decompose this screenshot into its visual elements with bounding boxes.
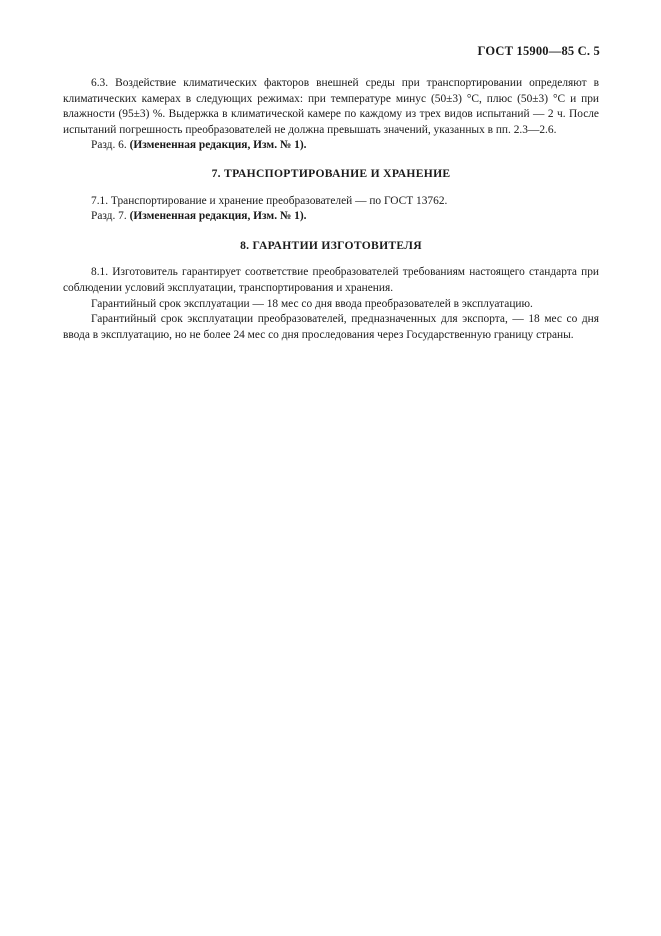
note-prefix: Разд. 6. [91, 139, 130, 152]
amendment-note-section-6 [63, 138, 599, 154]
running-title: ГОСТ 15900—85 С. 5 [477, 44, 600, 58]
note-prefix: Разд. 7. [91, 210, 130, 223]
note-bold: (Измененная редакция, Изм. № 1). [129, 139, 307, 152]
paragraph-6-3: 6.3. Воздействие климатических факторов внешней среды при транспортировании определяют в климатических камерах в следующих режимах: при температуре минус (50±3) °С, плюс (50±3) °С и при влажности (95±3) %. Выдержка в климатической камере по каждому из трех видов испытаний — 2 ч. После испытаний погрешность преобразователей не должна превышать значений, указанных в пп. 2.3—2.6. [63, 77, 599, 136]
paragraph-8-1: 8.1. Изготовитель гарантирует соответствие преобразователей требованиям настоящего стандарта при соблюдении условий эксплуатации, транспортирования и хранения. [63, 266, 599, 294]
amendment-note-section-7 [63, 209, 599, 225]
section-8-title: 8. ГАРАНТИИ ИЗГОТОВИТЕЛЯ [240, 238, 422, 252]
paragraph-export-warranty: Гарантийный срок эксплуатации преобразователей, предназначенных для экспорта, — 18 мес со дня ввода в эксплуатацию, но не более 24 мес со дня проследования через Государственную границу страны. [63, 313, 599, 341]
note-bold: (Измененная редакция, Изм. № 1). [129, 210, 307, 223]
document-body [63, 76, 599, 343]
paragraph-warranty-period: Гарантийный срок эксплуатации — 18 мес со дня ввода преобразователей в эксплуатацию. [91, 297, 533, 310]
section-7-title: 7. ТРАНСПОРТИРОВАНИЕ И ХРАНЕНИЕ [211, 166, 451, 180]
paragraph-7-1: 7.1. Транспортирование и хранение преобразователей — по ГОСТ 13762. [91, 194, 448, 207]
